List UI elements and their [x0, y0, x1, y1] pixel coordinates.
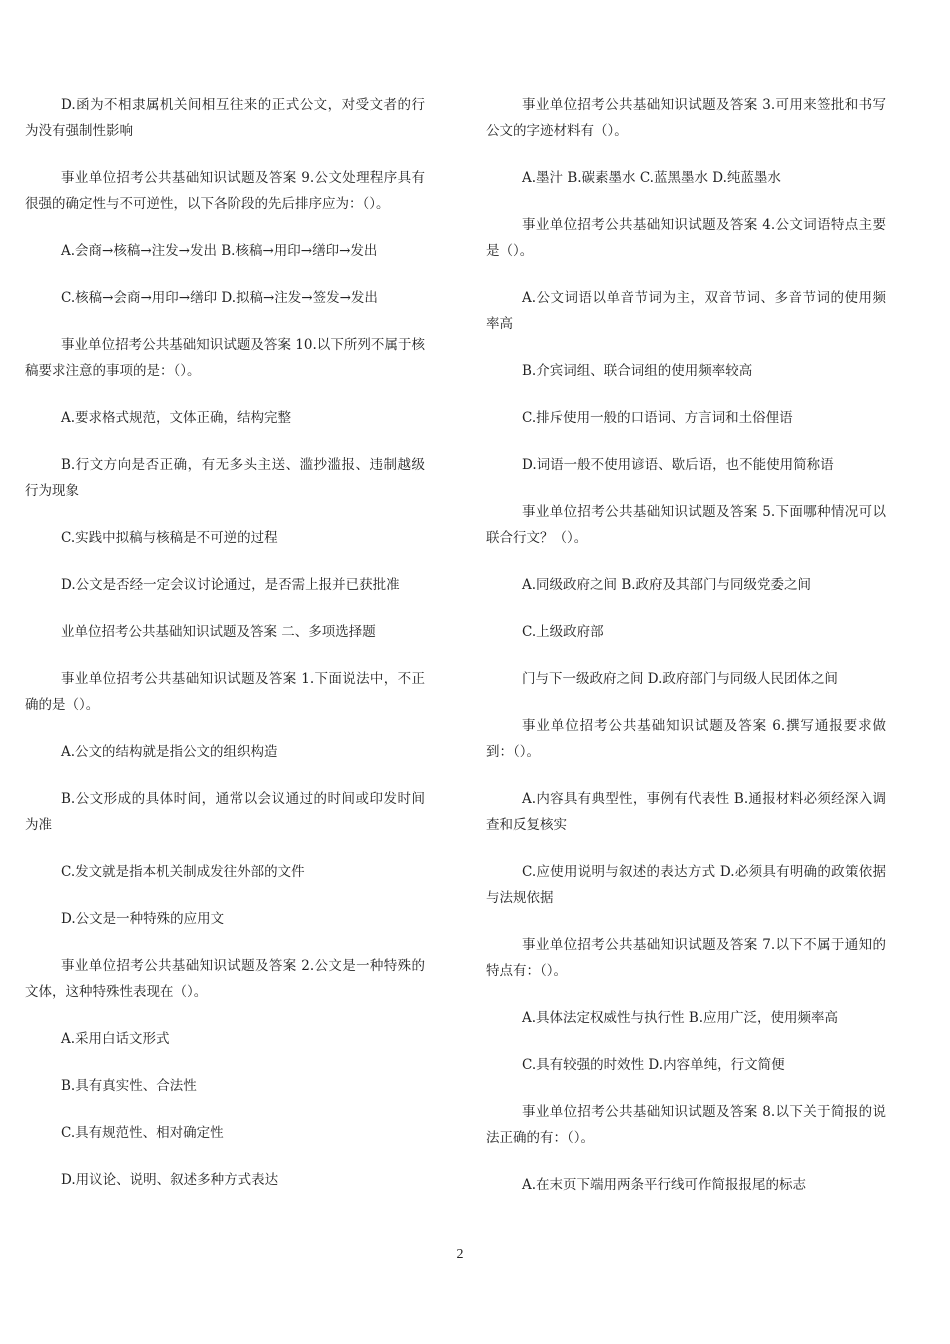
question-multi-1: 事业单位招考公共基础知识试题及答案 1.下面说法中，不正确的是（）。: [25, 671, 425, 713]
option-paragraph: A.同级政府之间 B.政府及其部门与同级党委之间: [522, 577, 812, 593]
section-heading: 业单位招考公共基础知识试题及答案 二、多项选择题: [61, 624, 376, 640]
option-paragraph: A.内容具有典型性，事例有代表性 B.通报材料必须经深入调查和反复核实: [486, 791, 886, 833]
question-9: 事业单位招考公共基础知识试题及答案 9.公文处理程序具有很强的确定性与不可逆性，以下各阶段的先后排序应为：（）。: [25, 170, 425, 212]
option-paragraph: B.公文形成的具体时间，通常以会议通过的时间或印发时间为准: [25, 791, 425, 833]
option-paragraph: D.公文是否经一定会议讨论通过，是否需上报并已获批准: [61, 577, 400, 593]
option-paragraph: A.会商→核稿→注发→发出 B.核稿→用印→缮印→发出: [61, 243, 378, 259]
option-paragraph: D.用议论、说明、叙述多种方式表达: [61, 1172, 279, 1188]
option-paragraph: B.行文方向是否正确，有无多头主送、滥抄滥报、违制越级行为现象: [25, 457, 425, 499]
option-paragraph: B.具有真实性、合法性: [61, 1078, 197, 1094]
option-paragraph: D.词语一般不使用谚语、歇后语，也不能使用简称语: [522, 457, 834, 473]
option-paragraph: A.公文的结构就是指公文的组织构造: [61, 744, 278, 760]
option-paragraph: A.具体法定权威性与执行性 B.应用广泛，使用频率高: [522, 1010, 839, 1026]
option-paragraph: B.介宾词组、联合词组的使用频率较高: [522, 363, 753, 379]
option-paragraph: C.上级政府部: [522, 624, 604, 640]
option-paragraph: C.应使用说明与叙述的表达方式 D.必须具有明确的政策依据与法规依据: [486, 864, 886, 906]
left-column: [25, 92, 425, 1214]
page-number: 2: [456, 1247, 464, 1262]
question-multi-8: 事业单位招考公共基础知识试题及答案 8.以下关于简报的说法正确的有：（）。: [486, 1104, 886, 1146]
option-paragraph: C.核稿→会商→用印→缮印 D.拟稿→注发→签发→发出: [61, 290, 378, 306]
option-paragraph: C.具有较强的时效性 D.内容单纯，行文简便: [522, 1057, 785, 1073]
option-paragraph: D.公文是一种特殊的应用文: [61, 911, 225, 927]
question-multi-6: 事业单位招考公共基础知识试题及答案 6.撰写通报要求做到：（）。: [486, 718, 886, 760]
option-paragraph: A.要求格式规范，文体正确，结构完整: [61, 410, 292, 426]
option-paragraph: 门与下一级政府之间 D.政府部门与同级人民团体之间: [522, 671, 838, 687]
question-multi-7: 事业单位招考公共基础知识试题及答案 7.以下不属于通知的特点有：（）。: [486, 937, 886, 979]
option-paragraph: A.墨汁 B.碳素墨水 C.蓝黑墨水 D.纯蓝墨水: [522, 170, 781, 186]
option-paragraph: A.在末页下端用两条平行线可作简报报尾的标志: [522, 1177, 807, 1193]
question-multi-2: 事业单位招考公共基础知识试题及答案 2.公文是一种特殊的文体，这种特殊性表现在（）。: [25, 958, 425, 1000]
question-multi-4: 事业单位招考公共基础知识试题及答案 4.公文词语特点主要是（）。: [486, 217, 886, 259]
question-10: 事业单位招考公共基础知识试题及答案 10.以下所列不属于核稿要求注意的事项的是：（）。: [25, 337, 425, 379]
paragraph: D.函为不相隶属机关间相互往来的正式公文，对受文者的行为没有强制性影响: [25, 97, 425, 139]
option-paragraph: A.采用白话文形式: [61, 1031, 170, 1047]
option-paragraph: C.具有规范性、相对确定性: [61, 1125, 224, 1141]
question-multi-5: 事业单位招考公共基础知识试题及答案 5.下面哪种情况可以联合行文？（）。: [486, 504, 886, 546]
option-paragraph: C.排斥使用一般的口语词、方言词和土俗俚语: [522, 410, 793, 426]
option-paragraph: C.实践中拟稿与核稿是不可逆的过程: [61, 530, 278, 546]
option-paragraph: C.发文就是指本机关制成发往外部的文件: [61, 864, 305, 880]
option-paragraph: A.公文词语以单音节词为主，双音节词、多音节词的使用频率高: [486, 290, 886, 332]
right-column: [486, 92, 886, 1219]
question-multi-3: 事业单位招考公共基础知识试题及答案 3.可用来签批和书写公文的字迹材料有（）。: [486, 97, 886, 139]
